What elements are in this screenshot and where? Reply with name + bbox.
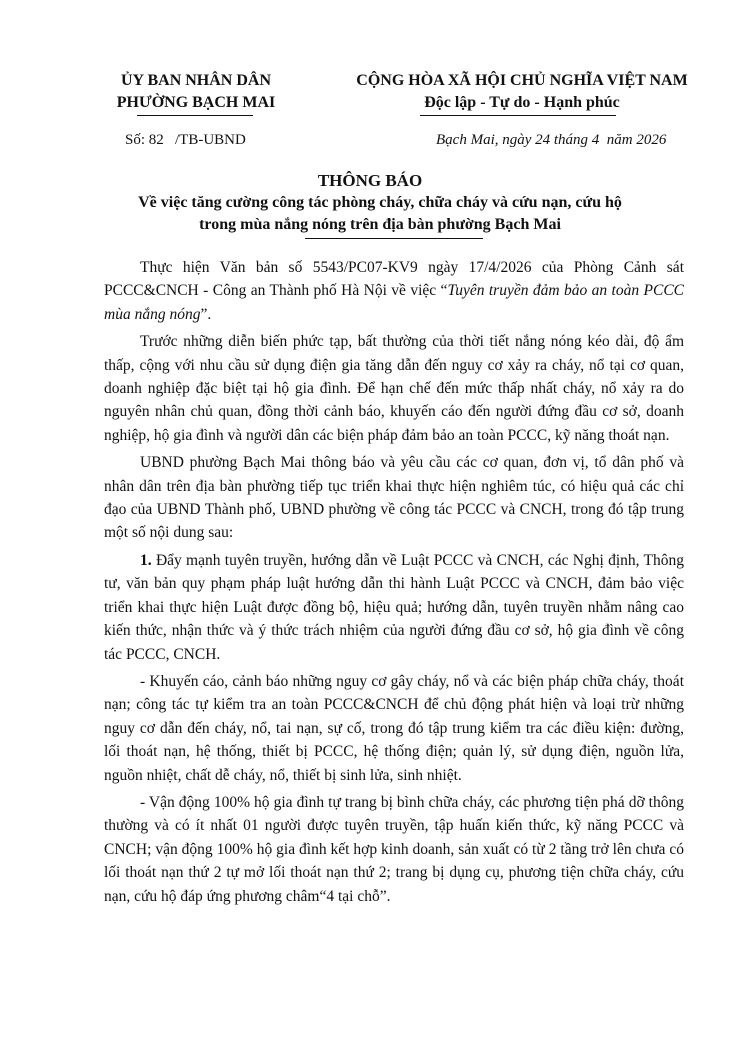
paragraph-reference bbox=[104, 256, 684, 326]
document-body bbox=[104, 256, 684, 912]
paragraph-reference-end: ”. bbox=[200, 305, 212, 323]
paragraph-mobilization: - Vận động 100% hộ gia đình tự trang bị bình chữa cháy, các phương tiện phá dỡ thông thường và có ít nhất 01 người được tuyên truyền, tập huấn kiến thức, kỹ năng PCCC và CNCH; vận động 100% hộ gia đình kết hợp kinh doanh, sản xuất có từ 2 tầng trở lên chưa có lối thoát nạn thứ 2 tự mở lối thoát nạn thứ 2; trang bị dụng cụ, phương tiện chữa cháy, cứu nạn, cứu hộ đáp ứng phương châm“4 tại chỗ”. bbox=[104, 793, 684, 905]
agency-underline bbox=[137, 115, 253, 116]
motto: Độc lập - Tự do - Hạnh phúc bbox=[424, 94, 620, 111]
document-title: THÔNG BÁO bbox=[317, 171, 423, 190]
paragraph-reference-text: Thực hiện Văn bản số 5543/PC07-KV9 ngày 17/4/2026 của Phòng Cảnh sát PCCC&CNCH - Công an Thành phố Hà Nội về việc “ bbox=[104, 259, 684, 300]
referenced-document-title: Tuyên truyền đảm bảo an toàn PCCC mùa nắng nóng bbox=[104, 282, 684, 323]
document-number-text: Số: 82 /TB-UBND bbox=[125, 132, 246, 148]
motto-underline bbox=[420, 115, 616, 116]
nation-name: CỘNG HÒA XÃ HỘI CHỦ NGHĨA VIỆT NAM bbox=[356, 72, 688, 89]
issuing-agency bbox=[96, 70, 296, 114]
national-motto bbox=[332, 70, 712, 114]
paragraph-announcement: UBND phường Bạch Mai thông báo và yêu cầu các cơ quan, đơn vị, tổ dân phố và nhân dân trên địa bàn phường tiếp tục triển khai thực hiện nghiêm túc, có hiệu quả các chỉ đạo của UBND Thành phố, UBND phường về công tác PCCC và CNCH, trong đó tập trung một số nội dung sau: bbox=[104, 454, 684, 542]
paragraph-context: Trước những diễn biến phức tạp, bất thường của thời tiết nắng nóng kéo dài, độ ẩm thấp, cộng với nhu cầu sử dụng điện gia tăng dẫn đến nguy cơ xảy ra cháy, nổ tại cơ quan, doanh nghiệp đặc biệt tại hộ gia đình. Để hạn chế đến mức thấp nhất cháy, nổ xảy ra do nguyên nhân chủ quan, đồng thời cảnh báo, khuyến cáo đến người đứng đầu cơ sở, doanh nghiệp, hộ gia đình và người dân các biện pháp đảm bảo an toàn PCCC, kỹ năng thoát nạn. bbox=[104, 333, 684, 444]
subtitle-line-1: Về việc tăng cường công tác phòng cháy, chữa cháy và cứu nạn, cứu hộ bbox=[138, 194, 622, 211]
document-subtitle bbox=[110, 192, 650, 236]
paragraph-warning: - Khuyến cáo, cảnh báo những nguy cơ gây cháy, nổ và các biện pháp chữa cháy, thoát nạn; công tác tự kiểm tra an toàn PCCC&CNCH để chủ động phát hiện và loại trừ những nguy cơ dẫn đến cháy, nổ, tai nạn, sự cố, trong đó tập trung kiểm tra các điều kiện: đường, lối thoát nạn, hệ thống, thiết bị PCCC, hệ thống điện; quản lý, sử dụng điện, nguồn lửa, nguồn nhiệt, chất dễ cháy, nổ, thiết bị sinh lửa, sinh nhiệt. bbox=[104, 672, 684, 784]
item-1-text: Đẩy mạnh tuyên truyền, hướng dẫn về Luật PCCC và CNCH, các Nghị định, Thông tư, văn bản quy phạm pháp luật hướng dẫn thi hành Luật PCCC và CNCH, đảm bảo việc triển khai thực hiện Luật được đồng bộ, hiệu quả; hướng dẫn, tuyên truyền nhằm nâng cao kiến thức, nhận thức và ý thức trách nhiệm của người đứng đầu cơ sở, hộ gia đình về công tác PCCC, CNCH. bbox=[104, 551, 684, 663]
document-number bbox=[125, 132, 246, 149]
issue-date: Bạch Mai, ngày 24 tháng 4 năm 2026 bbox=[436, 132, 667, 148]
agency-line-2: PHƯỜNG BẠCH MAI bbox=[116, 94, 276, 111]
title-underline bbox=[305, 238, 483, 239]
paragraph-item-1 bbox=[104, 549, 684, 666]
item-number: 1. bbox=[140, 551, 152, 569]
subtitle-line-2: trong mùa nắng nóng trên địa bàn phường Bạch Mai bbox=[199, 216, 561, 233]
agency-line-1: ỦY BAN NHÂN DÂN bbox=[120, 72, 272, 89]
